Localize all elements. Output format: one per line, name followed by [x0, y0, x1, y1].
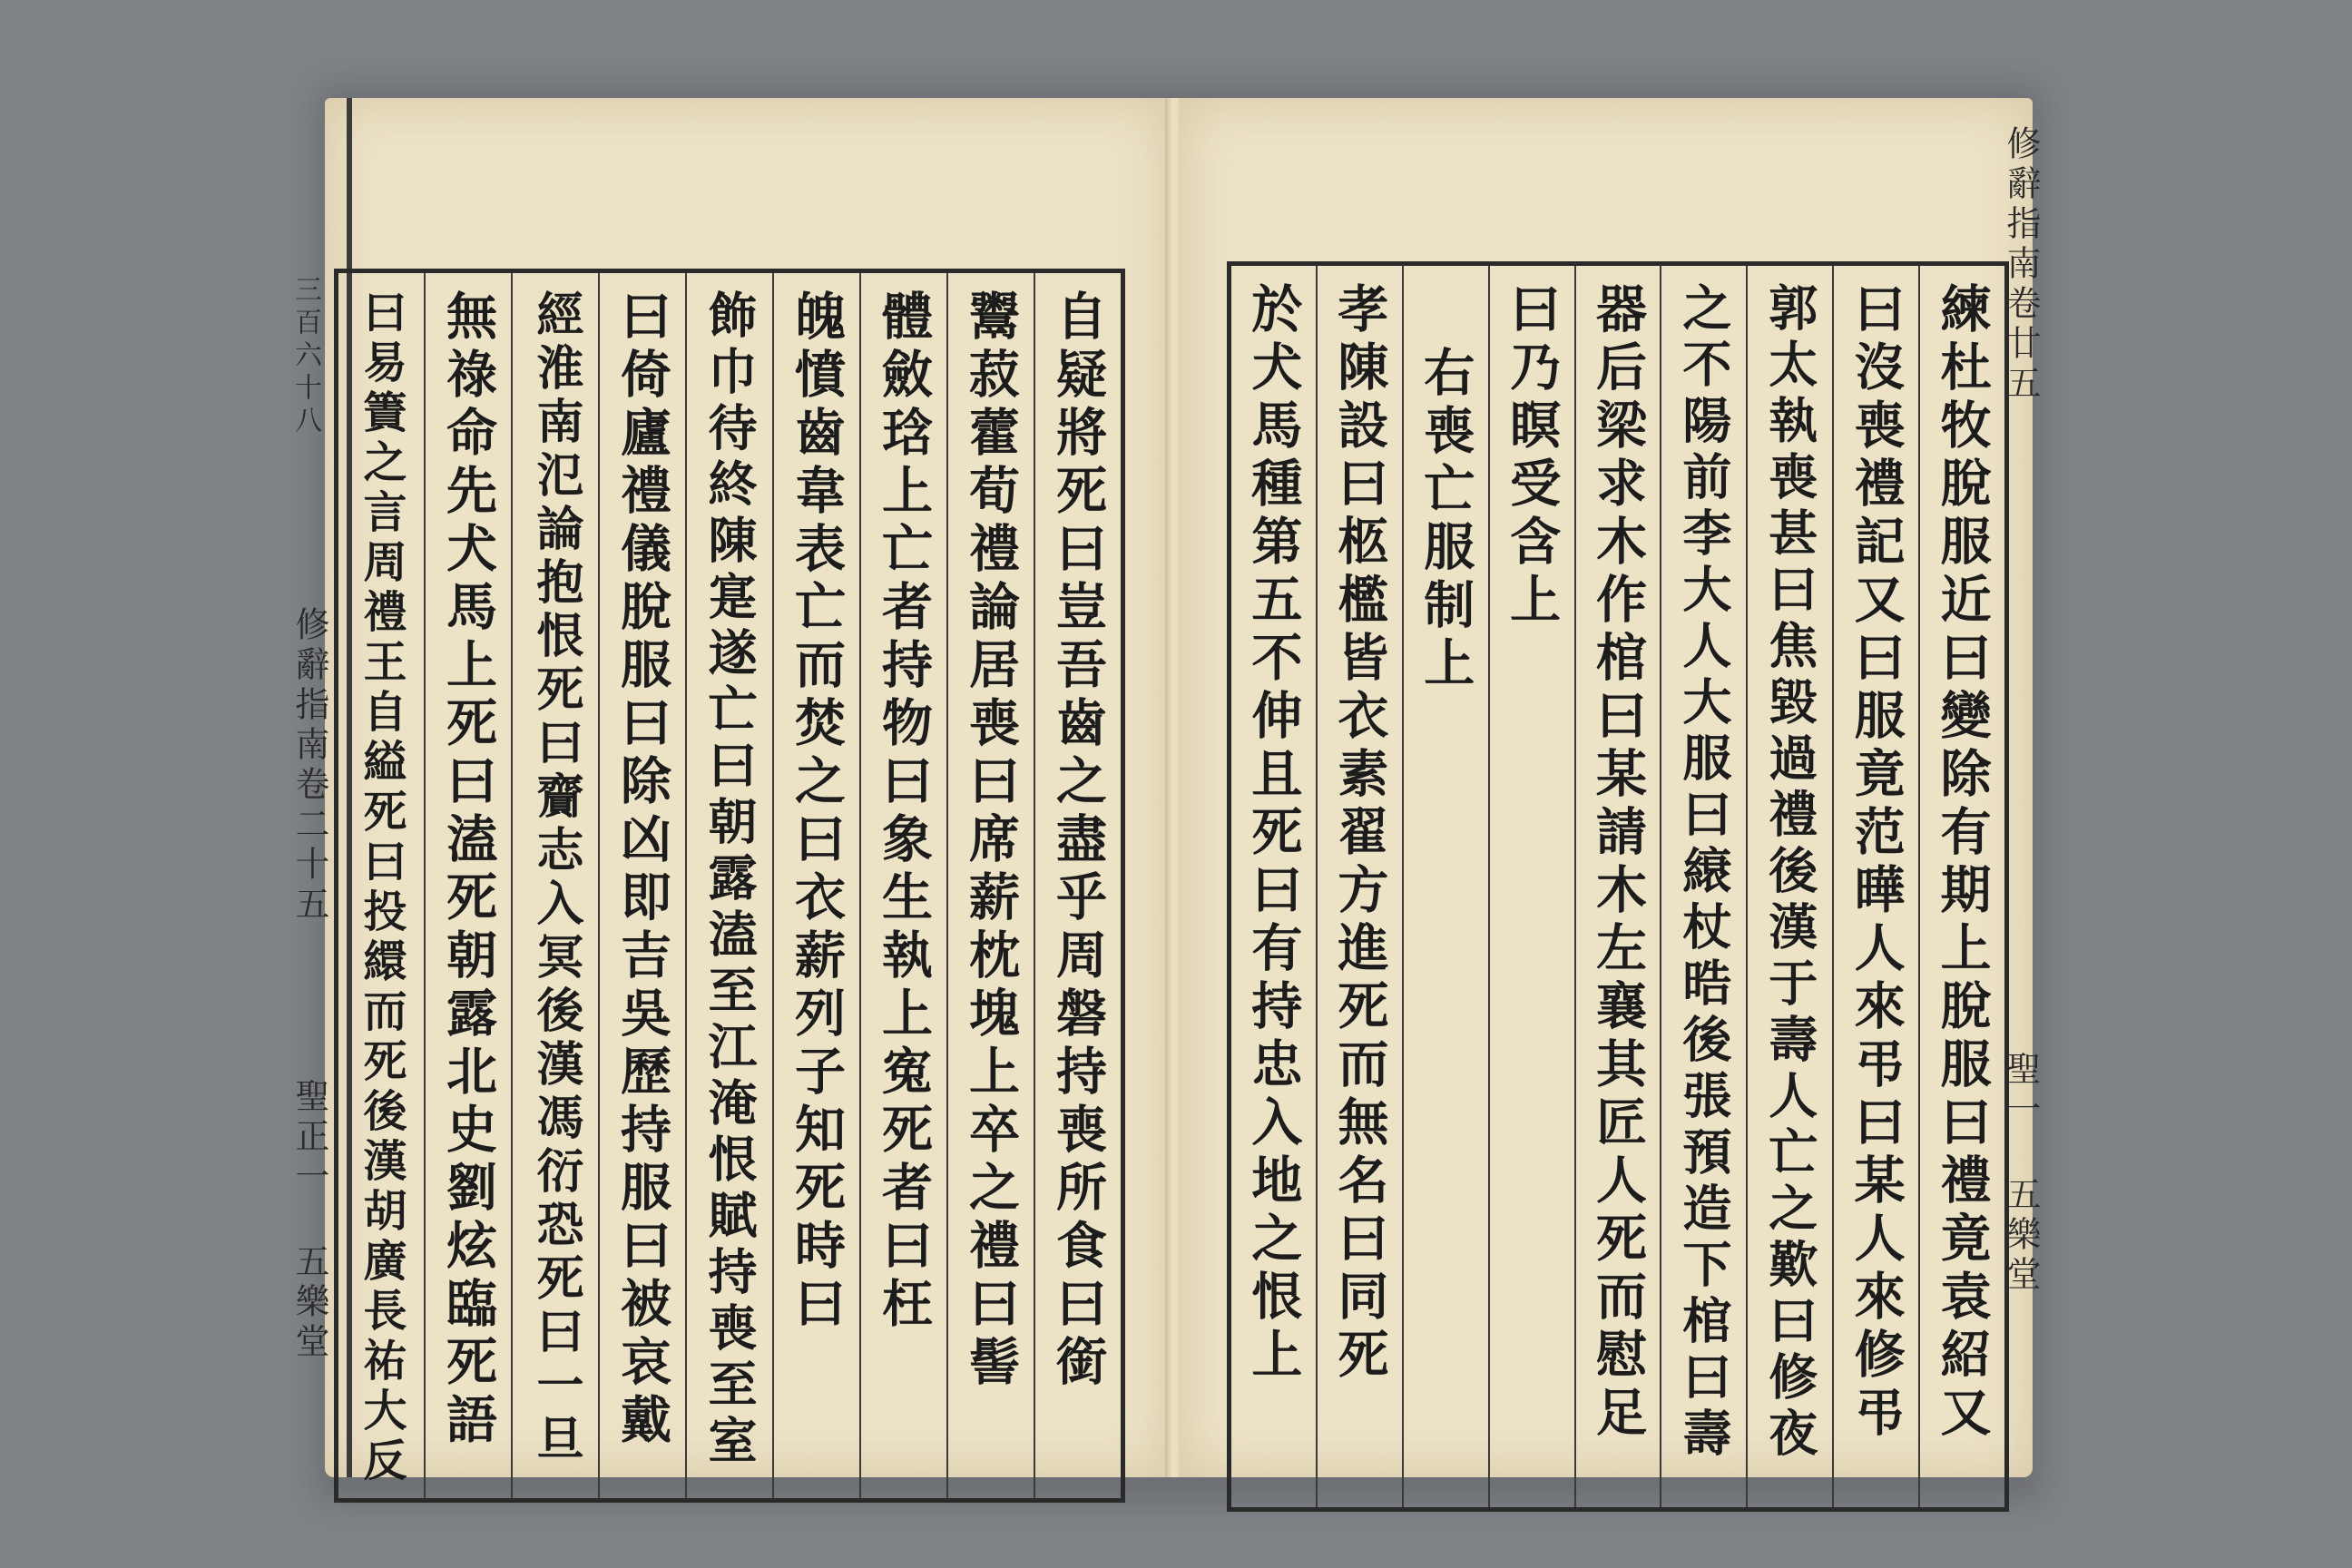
column-text: 鬻菽藿荀禮論居喪曰席薪枕塊上卒之禮曰髻 [961, 289, 1021, 1393]
right-column-5 [1574, 266, 1661, 1507]
column-text: 曰倚廬禮儀脫服曰除凶即吉吳歷持服曰被哀戴 [612, 289, 672, 1451]
right-column-9 [1231, 266, 1316, 1507]
left-margin-page-number: 三百六十八 [289, 275, 321, 438]
left-column-8 [424, 273, 511, 1498]
column-text: 飾巾待終陳寔遂亡曰朝露溘至江淹恨賦持喪至室 [701, 289, 759, 1471]
column-text: 無祿命先犬馬上死曰溘死朝露北史劉炫臨死語 [438, 289, 498, 1451]
right-column-6 [1488, 266, 1574, 1507]
right-column-2 [1832, 266, 1918, 1507]
left-margin-title: 修辭指南卷二十五 [289, 606, 329, 926]
left-margin-folio: 聖正一 五樂堂 [289, 1078, 329, 1363]
left-column-1 [1034, 273, 1121, 1498]
section-heading: 右喪亡服制上 [1416, 346, 1476, 694]
left-column-4 [772, 273, 859, 1498]
right-column-1 [1918, 266, 2004, 1507]
left-column-6 [598, 273, 685, 1498]
right-page [1180, 98, 2041, 1477]
left-column-7 [511, 273, 598, 1498]
column-text: 練杜牧脫服近曰變除有期上脫服曰禮竟袁紹又 [1932, 282, 1993, 1444]
right-column-4 [1660, 266, 1746, 1507]
column-text: 曰沒喪禮記又曰服竟范曄人來弔曰某人來修弔 [1846, 282, 1906, 1444]
column-text: 之不陽前李大人大服曰縗杖晧後張預造下棺曰壽 [1674, 282, 1733, 1464]
left-column-5 [685, 273, 772, 1498]
right-column-8 [1316, 266, 1402, 1507]
column-text: 郭太執喪甚曰焦毀過禮後漢于壽人亡之歎曰修夜 [1760, 282, 1819, 1464]
left-column-9 [338, 273, 424, 1498]
column-text: 孝陳設曰柩檻皆衣素翟方進死而無名曰同死 [1329, 282, 1390, 1386]
right-column-3 [1746, 266, 1832, 1507]
right-text-frame [1227, 261, 2009, 1512]
column-text: 自疑將死曰豈吾齒之盡乎周磐持喪所食曰銜 [1048, 289, 1108, 1393]
right-margin-title: 修辭指南卷廿五 [2001, 125, 2041, 405]
left-column-2 [946, 273, 1034, 1498]
right-margin-folio: 聖一 五樂堂 [2001, 1051, 2041, 1296]
column-text: 魄憤齒韋表亡而焚之曰衣薪列子知死時曰 [787, 289, 847, 1335]
left-page [289, 98, 1169, 1487]
left-column-3 [859, 273, 946, 1498]
column-text: 曰易簀之言周禮王自縊死曰投繯而死後漢胡廣長祐大反 [356, 289, 407, 1487]
column-text: 體斂琀上亡者持物曰象生執上寃死者曰枉 [874, 289, 934, 1335]
column-text: 經淮南氾論抱恨死曰齎志入冥後漢馮衍恐死曰一旦 [528, 289, 583, 1467]
column-text: 器后梁求木作棺曰某請木左襄其匠人死而慰足 [1587, 282, 1648, 1444]
left-text-frame [334, 269, 1125, 1503]
right-column-7 [1402, 266, 1488, 1507]
column-text: 曰乃瞑受含上 [1502, 282, 1563, 631]
column-text: 於犬馬種第五不伸且死曰有持忠入地之恨上 [1243, 282, 1304, 1386]
